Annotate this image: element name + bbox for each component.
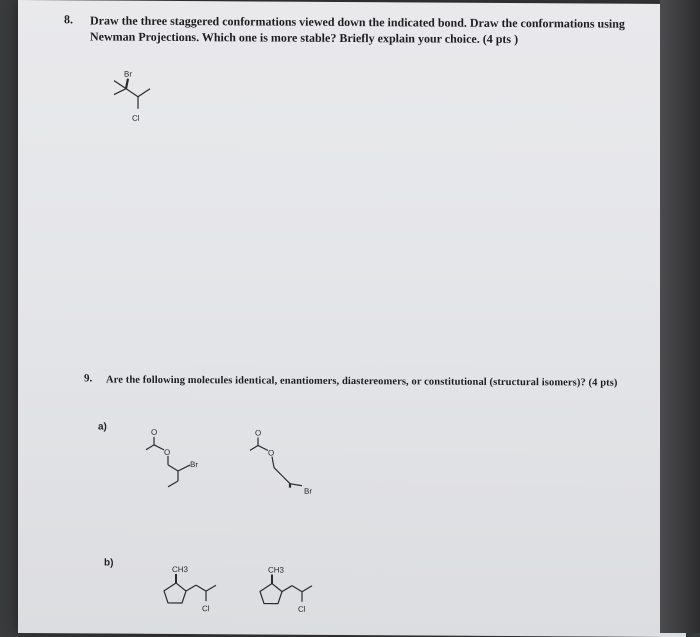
bromine-label: Br	[304, 486, 312, 496]
part-b-molecule-2	[254, 563, 328, 619]
methyl-label: CH3	[268, 565, 285, 575]
ether-oxygen-label: O	[268, 448, 275, 458]
chlorine-label: Cl	[298, 604, 306, 614]
part-a-molecule-2	[248, 425, 338, 502]
part-a-molecule-1	[146, 425, 226, 495]
part-a-label: a)	[98, 421, 107, 433]
chlorine-label: Cl	[202, 604, 210, 614]
question-9-text: Are the following molecules identical, enantiomers, diastereomers, or constitutional (structural isomers)? (4 pts)	[106, 374, 618, 389]
ether-oxygen-label: O	[164, 447, 171, 457]
carbonyl-oxygen-label: O	[151, 427, 158, 437]
worksheet-page	[18, 0, 686, 637]
molecule-label-br: Br	[124, 69, 132, 79]
part-b-molecule-1	[158, 563, 232, 619]
molecule-label-cl: Cl	[132, 113, 140, 123]
part-b-label: b)	[104, 557, 114, 569]
background-edge	[660, 0, 700, 633]
question-8-molecule	[114, 67, 194, 133]
question-8-number: 8.	[64, 12, 73, 27]
question-9-number: 9.	[84, 372, 93, 385]
methyl-label: CH3	[172, 564, 189, 575]
question-8-text: Draw the three staggered conformations viewed down the indicated bond. Draw the conformations using Newman Projections. Which one is more stable? Briefly explain your choice. (4 pts )	[90, 13, 625, 47]
carbonyl-oxygen-label: O	[255, 428, 262, 438]
bromine-label: Br	[190, 460, 198, 470]
